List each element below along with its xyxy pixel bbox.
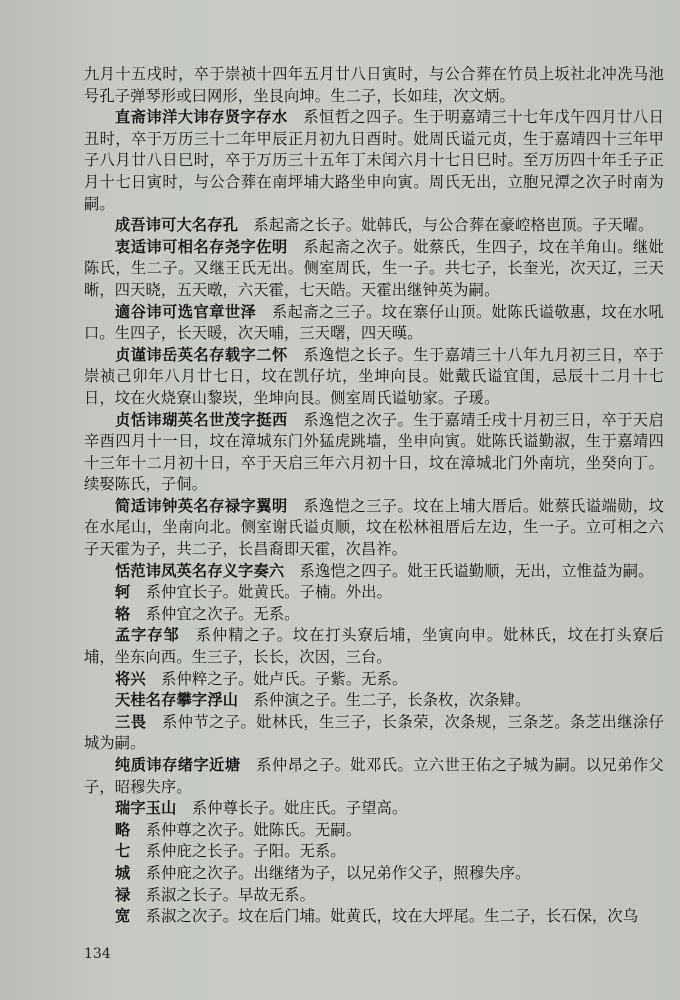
entry-body: 九月十五戌时，卒于崇祯十四年五月廿八日寅时，与公合葬在竹员上坂社北冲冼马池号孔子弹琴形或曰网形，坐艮向坤。生二子，长如珪，次文炳。: [84, 65, 664, 105]
entry-body: 系仲粹之子。妣卢氏。子紫。无系。: [145, 669, 408, 688]
entry-head: 成吾讳可大名存孔: [115, 216, 239, 235]
entry-body: 系仲尊之次子。妣陈氏。无嗣。: [130, 820, 362, 839]
entry-body: 系恒哲之四子。生于明嘉靖三十七年戊午四月廿八日丑时，卒于万历三十二年甲辰正月初九日酉时。妣周氏谥元贞，生于嘉靖四十三年甲子八月廿八日巳时，卒于万历三十五年丁未闰六月十七日巳时。至万历四十年壬子正月十七日寅时，与公合葬在南坪埔大路坐申向寅。周氏无出，立胞兄潭之次子时南为嗣。: [84, 108, 664, 213]
entry-19: [84, 863, 664, 885]
entry-10: [84, 604, 664, 626]
entry-body: 系逸恺之三子。坟在上埔大厝后。妣蔡氏谥端勋，坟在水尾山，坐南向北。侧室谢氏谥贞顺，坟在松林祖厝后左边，生一子。立可相之六子天霍为子，共二子，长昌裔即天霍，次昌祚。: [84, 496, 664, 559]
entry-head: 天桂名存攀字浮山: [115, 691, 239, 710]
entry-18: [84, 841, 664, 863]
entry-head: 衷适讳可相名存尧字佐明: [115, 237, 288, 256]
entry-15: [84, 755, 664, 798]
entry-20: [84, 885, 664, 907]
entry-21: [84, 906, 664, 928]
entry-12: [84, 669, 664, 691]
entry-head: 恬范讳凤英名存义字奏六: [115, 561, 285, 580]
entry-body: 系仲宜长子。妣黄氏。子楠。外出。: [130, 583, 392, 602]
entry-body: 系仲精之子。坟在打头寮后埔，坐寅向申。妣林氏，坟在打头寮后埔，坐东向西。生三子，长长，次因，三台。: [84, 626, 664, 667]
entry-head: 瑞字玉山: [115, 799, 177, 818]
entry-head: 将兴: [115, 669, 146, 688]
entry-body: 系仲演之子。生二子，长条枚，次条肄。: [238, 691, 531, 710]
entry-6: [84, 410, 664, 496]
entry-head: 简适讳钟英名存禄字翼明: [115, 496, 288, 515]
entry-4: [84, 302, 664, 345]
entry-17: [84, 820, 664, 842]
entry-head: 宽: [115, 907, 131, 926]
entry-2: [84, 215, 664, 237]
entry-5: [84, 345, 664, 410]
entry-8: [84, 561, 664, 583]
entry-head: 纯质讳存绪字近塘: [115, 756, 241, 774]
entry-head: 城: [115, 863, 131, 882]
entry-body: 系逸恺之长子。生于嘉靖三十八年九月初三日，卒于崇祯己卯年八月廿七日，坟在凯仔坑，坐坤向艮。妣戴氏谥宜闺，忌辰十二月十七日，坟在火烧寮山黎崁，坐坤向艮。侧室周氏谥劬家。子瑗。: [84, 345, 664, 407]
entry-head: 辂: [115, 604, 131, 623]
entry-body: 系仲尊长子。妣庄氏。子望高。: [176, 799, 408, 818]
entry-head: 轲: [115, 583, 131, 602]
entry-head: 贞恬讳瑚英名世茂字挺西: [115, 410, 288, 429]
entry-body: 系仲庇之长子。子阳。无系。: [130, 842, 346, 861]
entry-head: 孟字存邹: [115, 626, 180, 645]
entry-head: 七: [115, 842, 131, 861]
entry-1: [84, 107, 664, 215]
entry-body: 系逸恺之四子。妣王氏谥勤顺，无出，立惟益为嗣。: [284, 561, 654, 580]
entry-body: 系仲昂之子。妣邓氏。立六世王佑之子城为嗣。以兄弟作父子，昭穆失序。: [84, 756, 664, 796]
entry-body: 系起斋之次子。妣蔡氏，生四子，坟在羊角山。继妣陈氏，生二子。又继王氏无出。侧室周氏，生一子。共七子，长奎光，次天辽，三天晰，四天晓，五天暾，六天霍，七天皓。天霍出继钟英为嗣。: [84, 237, 664, 299]
entry-9: [84, 582, 664, 604]
entry-body: 系逸恺之次子。生于嘉靖壬戌十月初三日，卒于天启辛酉四月十一日，坟在漳城东门外猛虎跳墙，坐申向寅。妣陈氏谥勤淑，生于嘉靖四十三年十二月初十日，卒于天启三年六月初十日，坟在漳城北门外南坑，坐癸向丁。续娶陈氏，子侗。: [84, 410, 664, 494]
entry-body: 系起斋之三子。坟在寨仔山顶。妣陈氏谥敬惠，坟在水吼口。生四子，长天暖，次天晡，三天曙，四天暵。: [84, 302, 664, 343]
entry-3: [84, 237, 664, 302]
entry-head: 三畏: [115, 712, 147, 731]
entry-body: 系仲庇之次子。出继绪为子，以兄弟作父子，照穆失序。: [130, 863, 531, 882]
entry-14: [84, 712, 664, 755]
entry-0: [84, 64, 664, 107]
entry-head: 略: [115, 820, 131, 839]
entry-head: 贞谨讳岳英名存载字二怀: [115, 345, 288, 364]
page-number: 134: [84, 946, 111, 962]
entry-head: 禄: [115, 885, 131, 904]
entry-11: [84, 625, 664, 668]
entry-head: 適谷讳可选官章世泽: [115, 302, 257, 321]
entry-13: [84, 690, 664, 712]
entry-16: [84, 798, 664, 820]
entry-body: 系淑之次子。坟在后门埔。妣黄氏，坟在大坪尾。生二子，长石保，次乌: [130, 907, 639, 926]
genealogy-text-block: [84, 64, 664, 928]
entry-body: 系起斋之长子。妣韩氏，与公合葬在豪崆格岜顶。子天曜。: [238, 216, 654, 235]
entry-head: 直斋讳洋大讳存贤字存水: [115, 108, 288, 127]
entry-body: 系淑之长子。早故无系。: [130, 885, 316, 904]
entry-7: [84, 496, 664, 561]
entry-body: 系仲节之子。妣林氏，生三子，长条荣，次条规，三条芝。条芝出继涂仔城为嗣。: [84, 712, 664, 753]
entry-body: 系仲宜之次子。无系。: [130, 604, 300, 623]
